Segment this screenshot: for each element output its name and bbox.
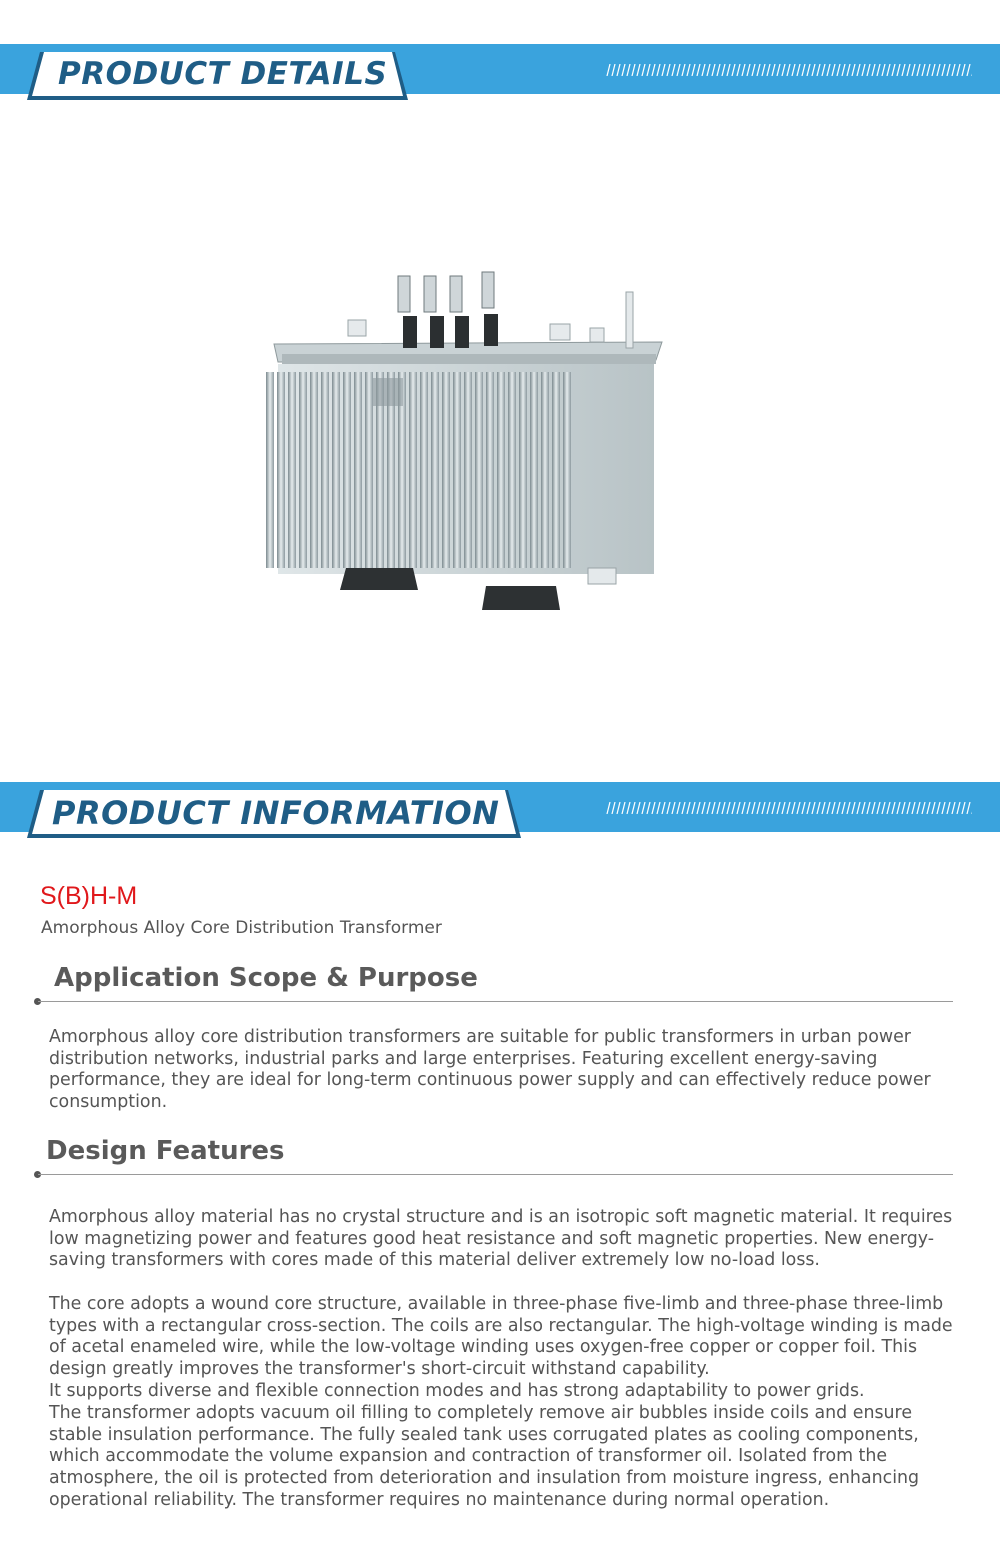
application-text: Amorphous alloy core distribution transformers are suitable for public transformers in urban power distribution networks, industrial parks and large enterprises. Featuring excellent energy-saving performance, they are ideal for long-term continuous power supply and can effectively reduce power consumption. — [49, 1027, 931, 1113]
radiator-fin — [464, 372, 472, 568]
design-heading: Design Features — [46, 1136, 285, 1166]
product-information-tab — [0, 790, 540, 838]
hatch-decoration-icon — [606, 802, 972, 814]
radiator-fin — [486, 372, 494, 568]
heading-divider — [38, 1174, 953, 1175]
radiator-fin — [365, 372, 373, 568]
product-information-title: PRODUCT INFORMATION — [52, 794, 500, 832]
radiator-fin — [343, 372, 351, 568]
transformer-image — [258, 268, 670, 620]
product-model: S(B)H-M — [40, 882, 138, 910]
design-paragraph: Amorphous alloy material has no crystal structure and is an isotropic soft magnetic material. It requires low magnetizing power and features good heat resistance and soft magnetic properties. New energy-saving transformers with cores made of this material deliver extremely low no-load loss. — [49, 1207, 953, 1271]
radiator-fin — [277, 372, 285, 568]
radiator-fin — [409, 372, 417, 568]
product-information-banner — [0, 782, 1000, 832]
application-heading: Application Scope & Purpose — [54, 963, 478, 993]
product-name: Amorphous Alloy Core Distribution Transformer — [41, 918, 442, 938]
radiator-fin — [321, 372, 329, 568]
product-details-banner — [0, 44, 1000, 94]
product-details-tab — [0, 52, 420, 100]
heading-divider — [38, 1001, 953, 1002]
radiator-fin — [420, 372, 428, 568]
radiator-fin — [442, 372, 450, 568]
radiator-fin — [299, 372, 307, 568]
radiator-fin — [475, 372, 483, 568]
design-paragraph: The core adopts a wound core structure, available in three-phase five-limb and three-phase three-limb types with a rectangular cross-section. The coils are also rectangular. The high-voltage winding is made of acetal enameled wire, while the low-voltage winding uses oxygen-free copper or copper foil. This design greatly improves the transformer's short-circuit withstand capability. — [49, 1294, 953, 1380]
product-details-title: PRODUCT DETAILS — [58, 56, 388, 92]
design-paragraph: It supports diverse and flexible connection modes and has strong adaptability to power grids. — [49, 1381, 865, 1401]
radiator-fin — [332, 372, 340, 568]
radiator-fin — [288, 372, 296, 568]
radiator-fin — [519, 372, 527, 568]
radiator-fin — [431, 372, 439, 568]
radiator-fin — [541, 372, 549, 568]
radiator-fin — [530, 372, 538, 568]
radiator-fin — [266, 372, 274, 568]
radiator-fin — [508, 372, 516, 568]
radiator-fin — [354, 372, 362, 568]
design-paragraph: The transformer adopts vacuum oil filling to completely remove air bubbles inside coils and ensure stable insulation performance. The fully sealed tank uses corrugated plates as cooling components, which accommodate the volume expansion and contraction of transformer oil. Isolated from the atmosphere, the oil is protected from deterioration and insulation from moisture ingress, enhancing operational reliability. The transformer requires no maintenance during normal operation. — [49, 1403, 920, 1510]
hatch-decoration-icon — [606, 64, 972, 76]
radiator-fin — [552, 372, 560, 568]
radiator-fin — [310, 372, 318, 568]
radiator-fin — [497, 372, 505, 568]
radiator-fin — [563, 372, 571, 568]
radiator-fin — [453, 372, 461, 568]
